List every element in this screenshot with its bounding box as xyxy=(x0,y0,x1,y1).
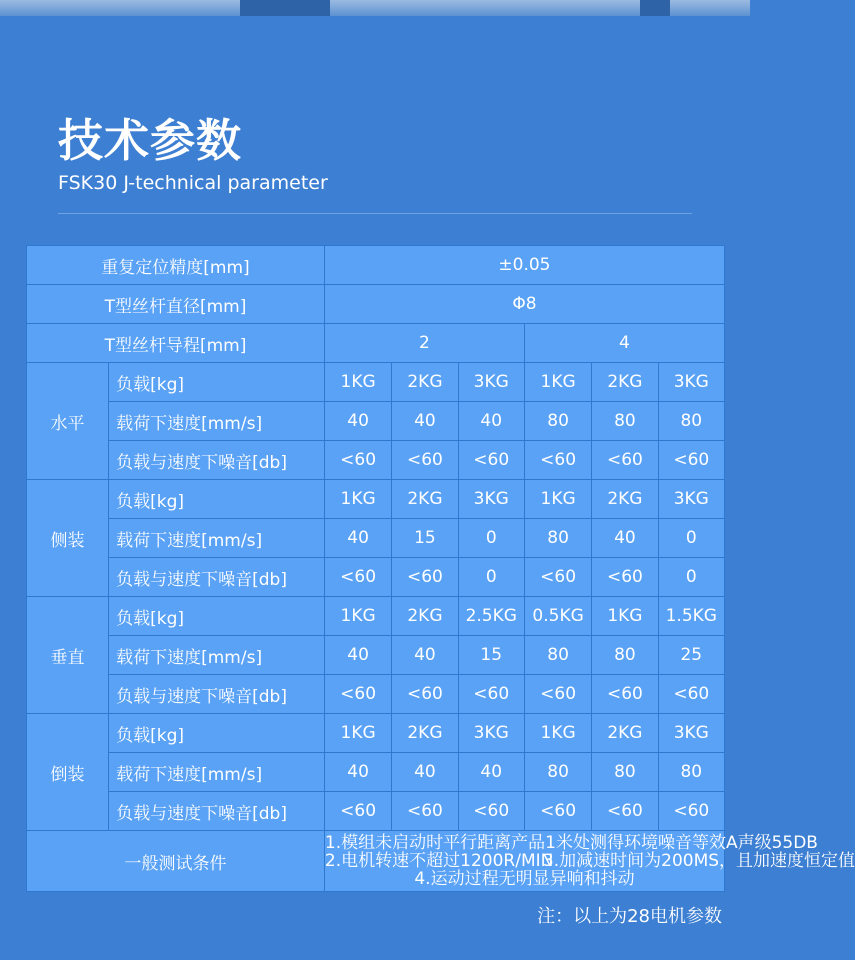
repeat-accuracy-value: ±0.05 xyxy=(324,246,724,285)
parameter-value: <60 xyxy=(324,792,391,831)
parameter-label: 负载[kg] xyxy=(109,363,325,402)
parameter-value: <60 xyxy=(392,558,458,597)
title-divider xyxy=(58,213,692,214)
parameter-label: 载荷下速度[mm/s] xyxy=(109,402,325,441)
test-conditions-row xyxy=(27,831,725,892)
orientation-group-label: 水平 xyxy=(27,363,109,480)
condition-line-3: 4.运动过程无明显异响和抖动 xyxy=(414,869,635,889)
parameter-value: 40 xyxy=(392,402,458,441)
table-row xyxy=(27,675,725,714)
parameter-value: 15 xyxy=(458,636,524,675)
parameter-value: 1KG xyxy=(524,714,591,753)
parameter-value: 3KG xyxy=(458,363,524,402)
parameter-value: <60 xyxy=(592,441,658,480)
parameter-value: 40 xyxy=(324,402,391,441)
parameter-value: 40 xyxy=(324,636,391,675)
parameter-label: 负载[kg] xyxy=(109,597,325,636)
parameter-value: <60 xyxy=(324,675,391,714)
parameter-value: 1KG xyxy=(324,714,391,753)
footer-note: 注：以上为28电机参数 xyxy=(537,906,722,927)
parameter-value: 3KG xyxy=(658,363,724,402)
screw-lead-value: 4 xyxy=(524,324,724,363)
table-row xyxy=(27,441,725,480)
parameter-value: 0 xyxy=(458,558,524,597)
parameter-value: 3KG xyxy=(658,714,724,753)
parameter-value: <60 xyxy=(324,558,391,597)
top-image-strip xyxy=(0,0,750,16)
parameter-value: 80 xyxy=(592,753,658,792)
condition-3: 3.加减速时间为200MS，且加速度恒定值 xyxy=(542,851,855,871)
table-row xyxy=(27,246,725,285)
parameter-label: 载荷下速度[mm/s] xyxy=(109,519,325,558)
parameter-value: 80 xyxy=(592,636,658,675)
photo-fragment-left xyxy=(240,0,330,16)
parameter-value: 80 xyxy=(524,519,591,558)
parameter-value: 40 xyxy=(324,753,391,792)
orientation-group-label: 倒装 xyxy=(27,714,109,831)
parameter-value: <60 xyxy=(592,558,658,597)
page-title: 技术参数 xyxy=(58,114,243,167)
parameter-value: 80 xyxy=(658,753,724,792)
parameter-value: <60 xyxy=(524,441,591,480)
screw-lead-label: T型丝杆导程[mm] xyxy=(27,324,325,363)
parameter-value: 0.5KG xyxy=(524,597,591,636)
parameter-value: 1.5KG xyxy=(658,597,724,636)
parameter-value: 2KG xyxy=(392,597,458,636)
parameter-value: 2KG xyxy=(392,714,458,753)
parameter-value: 80 xyxy=(524,402,591,441)
condition-line-2 xyxy=(324,851,855,871)
parameter-value: <60 xyxy=(658,675,724,714)
parameter-value: <60 xyxy=(392,441,458,480)
screw-lead-value: 2 xyxy=(324,324,524,363)
table-row xyxy=(27,324,725,363)
parameter-value: 80 xyxy=(524,636,591,675)
parameter-label: 负载与速度下噪音[db] xyxy=(109,675,325,714)
parameter-label: 载荷下速度[mm/s] xyxy=(109,636,325,675)
parameter-value: 40 xyxy=(324,519,391,558)
spec-table xyxy=(26,245,855,892)
parameter-value: 3KG xyxy=(658,480,724,519)
parameter-value: 40 xyxy=(458,753,524,792)
condition-line-1: 1.模组未启动时平行距离产品1米处测得环境噪音等效A声级55DB xyxy=(324,833,818,853)
parameter-value: 1KG xyxy=(524,363,591,402)
parameter-label: 负载与速度下噪音[db] xyxy=(109,792,325,831)
parameter-value: <60 xyxy=(592,675,658,714)
parameter-value: 80 xyxy=(524,753,591,792)
parameter-value: 1KG xyxy=(324,480,391,519)
parameter-value: 80 xyxy=(658,402,724,441)
parameter-value: <60 xyxy=(592,792,658,831)
repeat-accuracy-label: 重复定位精度[mm] xyxy=(27,246,325,285)
orientation-group-label: 垂直 xyxy=(27,597,109,714)
table-row xyxy=(27,597,725,636)
parameter-label: 载荷下速度[mm/s] xyxy=(109,753,325,792)
parameter-value: 40 xyxy=(392,636,458,675)
parameter-label: 负载[kg] xyxy=(109,714,325,753)
parameter-value: 1KG xyxy=(524,480,591,519)
parameter-value: 2KG xyxy=(392,480,458,519)
photo-fragment-right xyxy=(640,0,670,16)
screw-diameter-label: T型丝杆直径[mm] xyxy=(27,285,325,324)
test-conditions-label: 一般测试条件 xyxy=(27,831,325,892)
spec-table-body xyxy=(27,246,855,892)
parameter-value: <60 xyxy=(524,675,591,714)
parameter-value: 40 xyxy=(392,753,458,792)
page-subtitle: FSK30 J-technical parameter xyxy=(58,172,328,194)
table-row xyxy=(27,519,725,558)
parameter-value: 0 xyxy=(658,558,724,597)
parameter-value: 1KG xyxy=(324,363,391,402)
parameter-value: 15 xyxy=(392,519,458,558)
condition-2: 2.电机转速不超过1200R/MIN xyxy=(324,851,554,871)
parameter-value: 1KG xyxy=(592,597,658,636)
parameter-value: <60 xyxy=(324,441,391,480)
parameter-value: <60 xyxy=(658,441,724,480)
table-row xyxy=(27,714,725,753)
parameter-value: 2KG xyxy=(592,363,658,402)
table-row xyxy=(27,402,725,441)
screw-diameter-value: Φ8 xyxy=(324,285,724,324)
table-row xyxy=(27,636,725,675)
table-row xyxy=(27,558,725,597)
parameter-value: <60 xyxy=(392,675,458,714)
parameter-value: 2KG xyxy=(592,480,658,519)
parameter-value: 3KG xyxy=(458,480,524,519)
parameter-value: 2.5KG xyxy=(458,597,524,636)
orientation-group-label: 侧装 xyxy=(27,480,109,597)
parameter-value: 2KG xyxy=(592,714,658,753)
parameter-value: 1KG xyxy=(324,597,391,636)
parameter-value: 0 xyxy=(658,519,724,558)
table-row xyxy=(27,792,725,831)
table-row xyxy=(27,753,725,792)
parameter-value: <60 xyxy=(524,558,591,597)
parameter-value: 40 xyxy=(592,519,658,558)
test-conditions-text xyxy=(324,831,855,892)
parameter-value: 40 xyxy=(458,402,524,441)
table-row xyxy=(27,285,725,324)
parameter-value: <60 xyxy=(524,792,591,831)
parameter-value: 80 xyxy=(592,402,658,441)
parameter-label: 负载与速度下噪音[db] xyxy=(109,441,325,480)
parameter-label: 负载与速度下噪音[db] xyxy=(109,558,325,597)
parameter-value: <60 xyxy=(458,675,524,714)
parameter-value: <60 xyxy=(458,792,524,831)
parameter-label: 负载[kg] xyxy=(109,480,325,519)
table-row xyxy=(27,480,725,519)
parameter-value: 3KG xyxy=(458,714,524,753)
parameter-value: <60 xyxy=(458,441,524,480)
parameter-value: 0 xyxy=(458,519,524,558)
table-row xyxy=(27,363,725,402)
parameter-value: 2KG xyxy=(392,363,458,402)
parameter-value: <60 xyxy=(392,792,458,831)
parameter-value: <60 xyxy=(658,792,724,831)
parameter-value: 25 xyxy=(658,636,724,675)
